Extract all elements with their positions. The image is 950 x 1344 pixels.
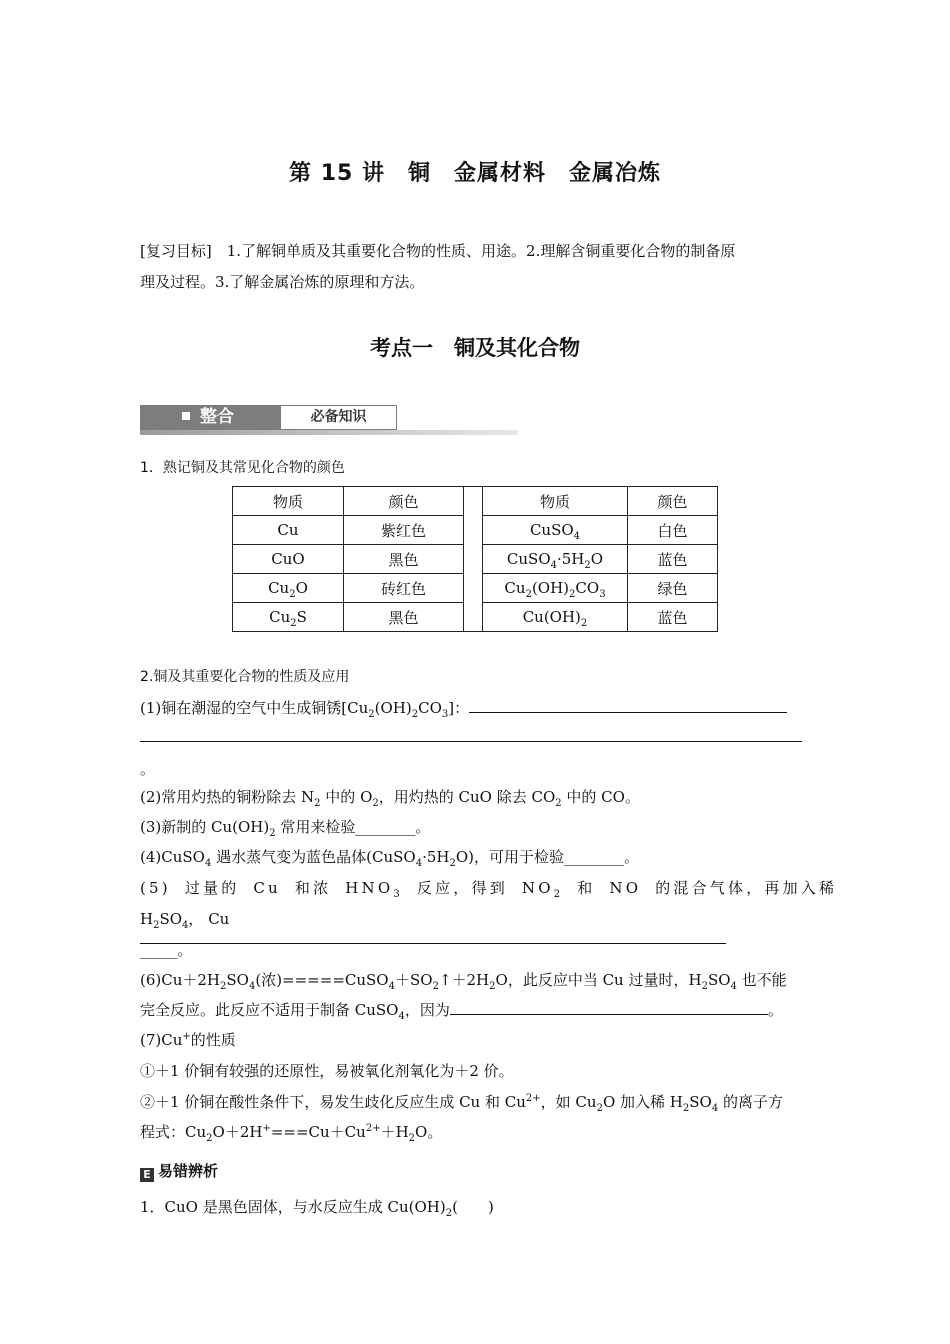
item-1: (1)铜在潮湿的空气中生成铜锈$[Cu_2(OH)_2CO_3]$： <box>140 697 812 718</box>
color-table <box>232 486 718 632</box>
error-analysis-heading <box>140 1160 218 1182</box>
table-cell-color: 黑色 <box>344 603 464 632</box>
objective-label: [复习目标] <box>140 242 212 260</box>
objective-text-2: 理及过程。3.了解金属冶炼的原理和方法。 <box>140 273 425 291</box>
item-7: (7)Cu+的性质 <box>140 1031 236 1049</box>
banner-tab: 必备知识 <box>280 405 397 430</box>
item-7-point-2-line-2: 程式：$Cu_2O+2H^+===Cu+Cu^{2+}+H_2O$。 <box>140 1123 443 1144</box>
table-header-substance: 物质 <box>233 487 344 516</box>
item-6-line-2: 完全反应。此反应不适用于制备 CuSO$_4$，因为 。 <box>140 1001 783 1022</box>
objective-text-1: 1.了解铜单质及其重要化合物的性质、用途。2.理解含铜重要化合物的制备原 <box>211 242 736 260</box>
table-cell-substance: $Cu_2S$ <box>233 603 344 632</box>
item-5-line-2: $H_2SO_4$， Cu <box>140 908 812 948</box>
section-banner <box>140 405 518 435</box>
item-7-point-1: ①＋1 价铜有较强的还原性，易被氧化剂氧化为＋2 价。 <box>140 1062 514 1080</box>
table-cell-substance: $Cu_2O$ <box>233 574 344 603</box>
section-1-heading: 1．熟记铜及其常见化合物的颜色 <box>140 460 345 476</box>
item-7-point-2-line-1: ②＋1 价铜在酸性条件下，易发生歧化反应生成 Cu 和 $Cu^{2+}$，如 $Cu_2O$ 加入稀 $H_2SO_4$ 的离子方 <box>140 1093 783 1114</box>
table-cell-substance: CuSO$_4$ <box>483 516 628 545</box>
table-cell-color: 砖红色 <box>344 574 464 603</box>
item-1-end: 。 <box>140 760 156 778</box>
answer-blank <box>450 1000 768 1015</box>
item-5-line-1: (5) 过量的 Cu 和浓 $HNO_3$ 反应，得到 $NO_2$ 和 NO 的混合气体，再加入稀 <box>140 879 838 900</box>
item-5-line-3: _____。 <box>140 941 193 959</box>
page-title: 第 15 讲 铜 金属材料 金属冶炼 <box>289 161 661 186</box>
banner-main <box>140 405 280 430</box>
table-header-color: 颜色 <box>344 487 464 516</box>
table-gap <box>464 487 483 632</box>
table-cell-color: 黑色 <box>344 545 464 574</box>
table-cell-color: 紫红色 <box>344 516 464 545</box>
review-objectives <box>140 236 812 298</box>
item-4: (4)CuSO$_4$ 遇水蒸气变为蓝色晶体$(CuSO_4\cdot 5H_2O)$，可用于检验________。 <box>140 848 639 869</box>
table-cell-substance: CuO <box>233 545 344 574</box>
section-2-heading: 2.铜及其重要化合物的性质及应用 <box>140 669 350 685</box>
table-cell-color: 白色 <box>628 516 718 545</box>
answer-blank-line <box>140 727 802 742</box>
answer-blank <box>469 698 787 713</box>
table-header-color: 颜色 <box>628 487 718 516</box>
table-cell-color: 蓝色 <box>628 603 718 632</box>
table-header-substance: 物质 <box>483 487 628 516</box>
banner-main-label: 整合 <box>200 407 234 427</box>
table-cell-substance: $Cu_2(OH)_2CO_3$ <box>483 574 628 603</box>
banner-underline <box>140 430 518 435</box>
error-analysis-icon: E <box>140 1168 154 1182</box>
table-cell-substance: $Cu(OH)_2$ <box>483 603 628 632</box>
item-6-line-1: $(6)Cu+2H_2SO_4$(浓)$=====CuSO_4+SO_2↑+2H_2O$，此反应中当 Cu 过量时，$H_2SO_4$ 也不能 <box>140 971 787 992</box>
item-2: (2)常用灼热的铜粉除去 $N_2$ 中的 $O_2$，用灼热的 CuO 除去 $CO_2$ 中的 CO。 <box>140 788 640 809</box>
error-analysis-label: 易错辨析 <box>158 1162 219 1180</box>
section-title: 考点一 铜及其化合物 <box>370 336 580 360</box>
square-icon <box>182 412 190 420</box>
table-cell-substance: $CuSO_4\cdot 5H_2O$ <box>483 545 628 574</box>
table-cell-substance <box>233 516 344 545</box>
error-question-1: 1．CuO 是黑色固体，与水反应生成 $Cu(OH)_2$( ) <box>140 1198 494 1219</box>
substance-cu: Cu <box>277 521 299 539</box>
table-row <box>233 487 718 516</box>
table-cell-color: 蓝色 <box>628 545 718 574</box>
item-3: (3)新制的 $Cu(OH)_2$ 常用来检验________。 <box>140 818 431 839</box>
table-cell-color: 绿色 <box>628 574 718 603</box>
